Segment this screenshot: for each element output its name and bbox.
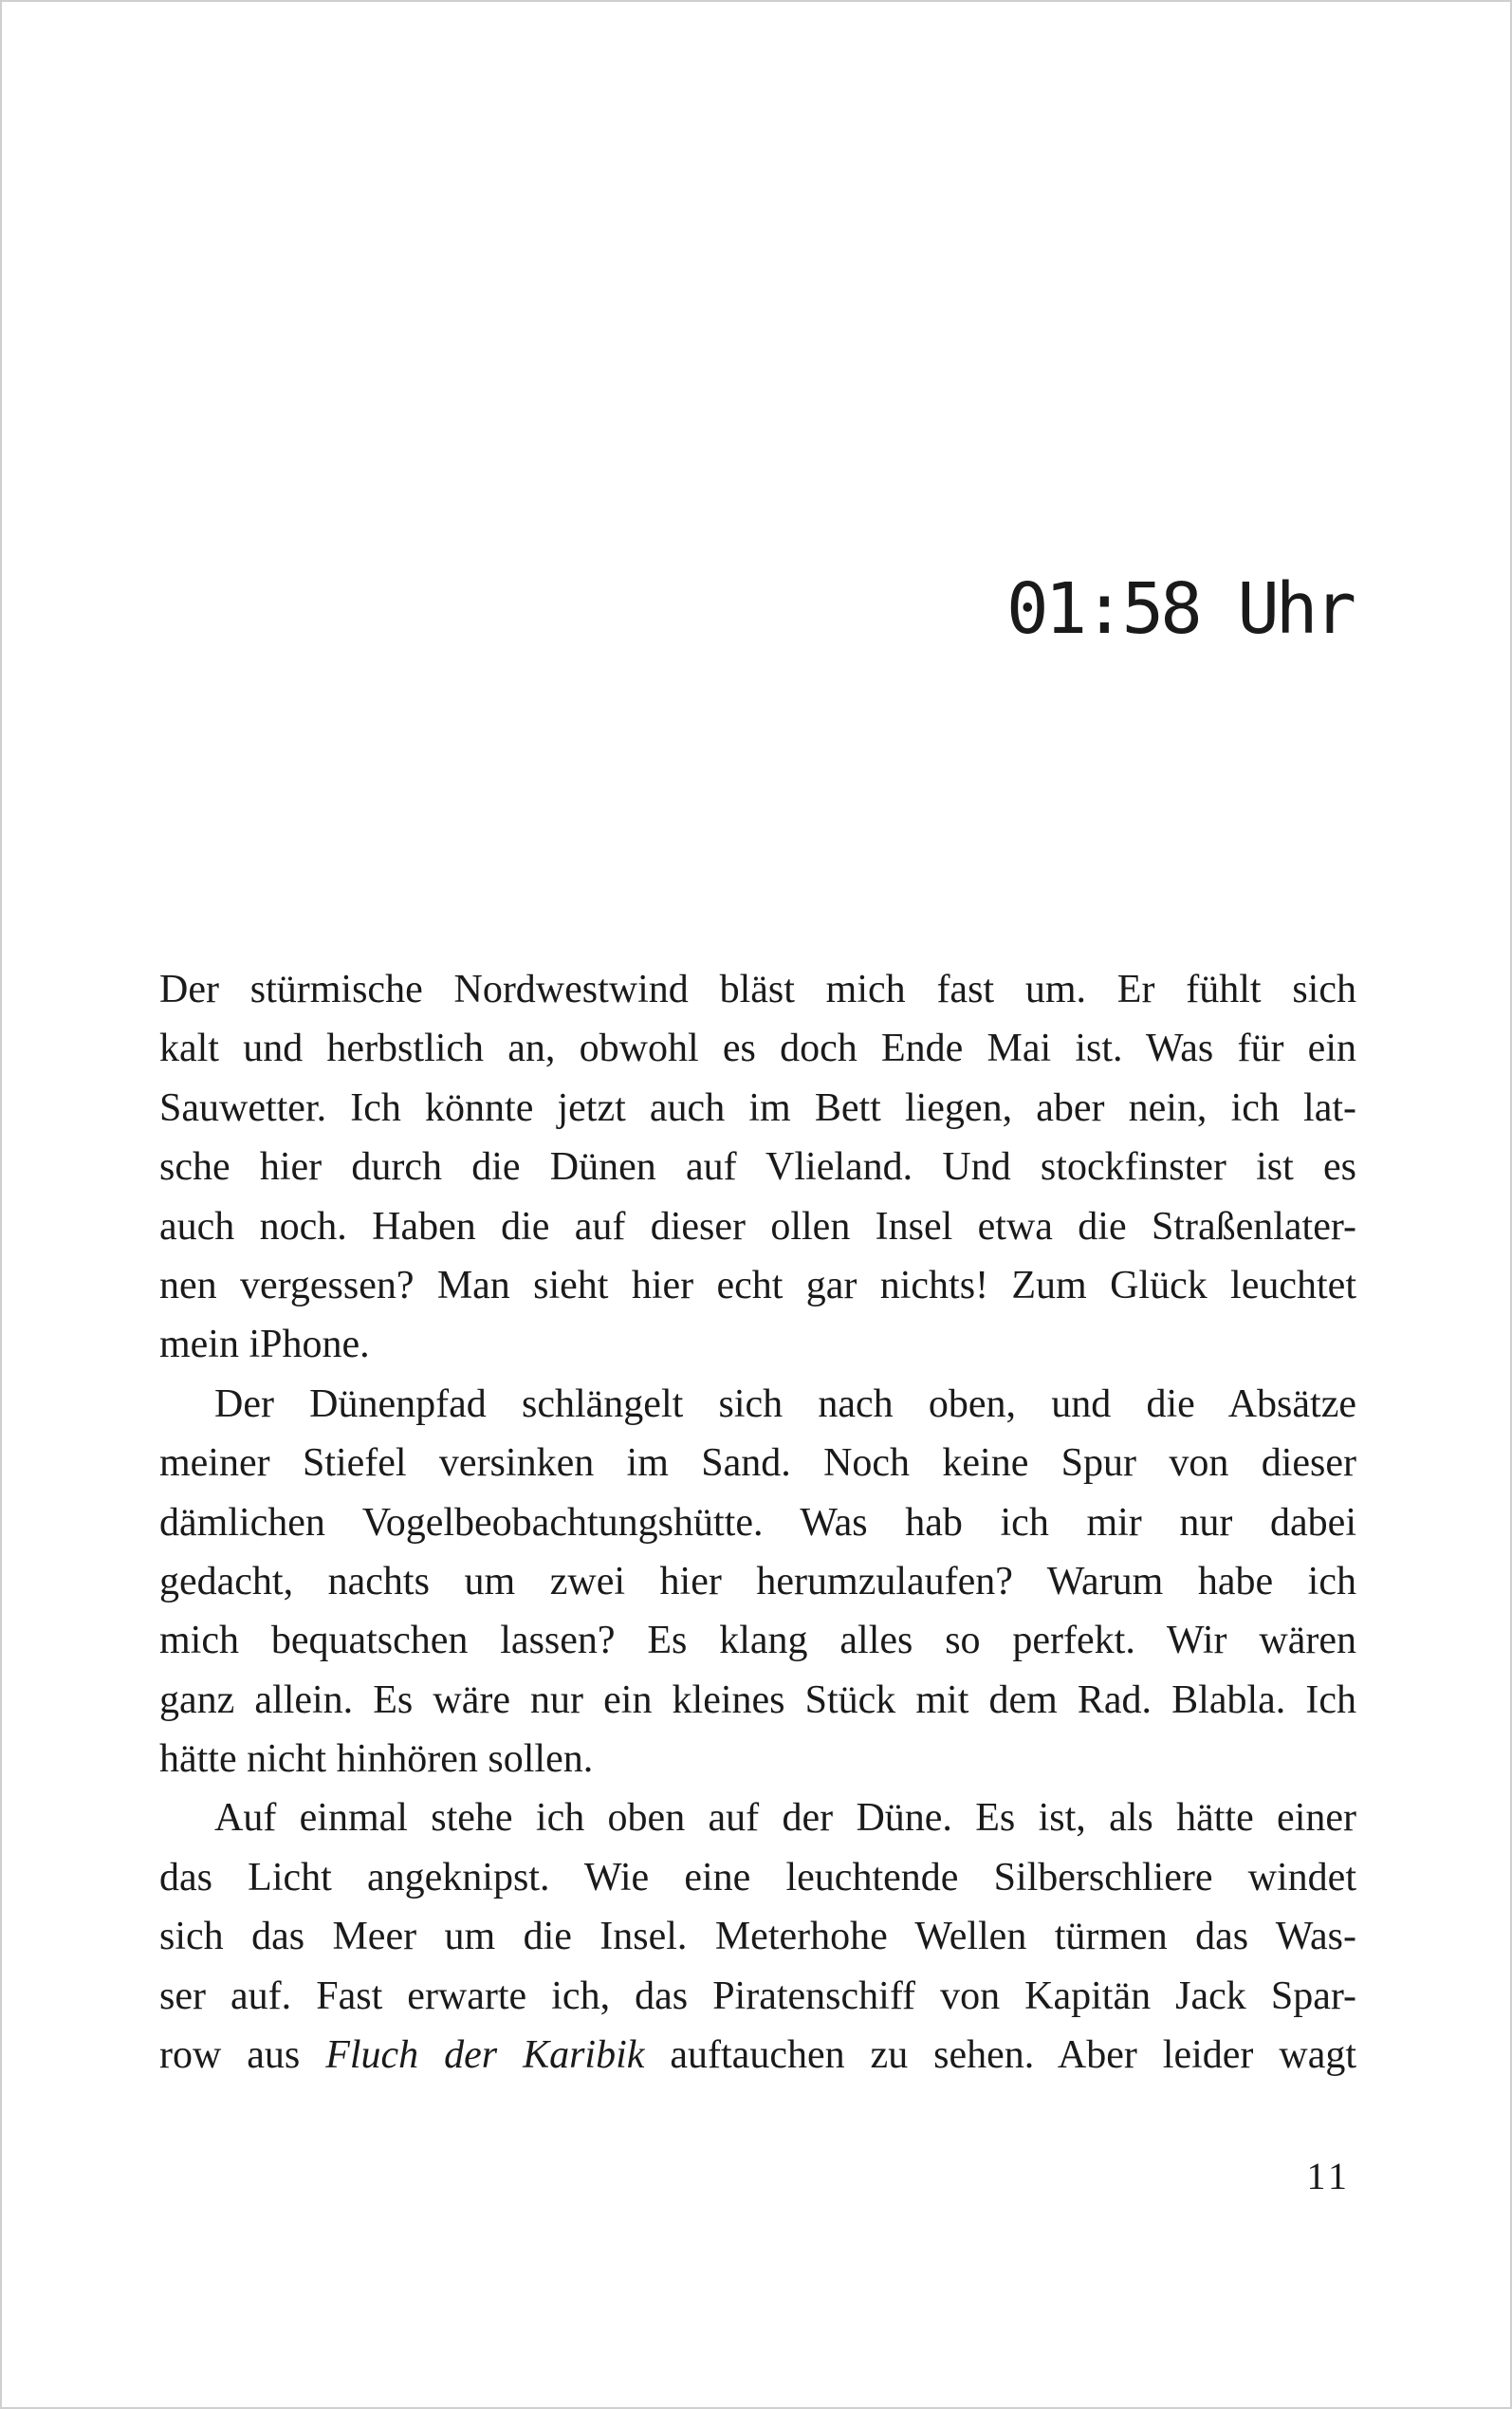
text-line: ganz allein. Es wäre nur ein kleines Stück mit dem Rad. Blabla. Ich [159,1677,1356,1722]
text-line: nen vergessen? Man sieht hier echt gar nichts! Zum Glück leuchtet [159,1263,1356,1307]
paragraph-2 [159,1375,1356,1789]
text-line: sche hier durch die Dünen auf Vlieland. Und stockfinster ist es [159,1145,1356,1190]
text-line: hätte nicht hinhören sollen. [159,1737,594,1782]
body-text [159,960,1356,2085]
page-number: 11 [1306,2155,1351,2197]
paragraph-1 [159,960,1356,1375]
text-line: ser auf. Fast erwarte ich, das Piratenschiff von Kapitän Jack Spar- [159,1974,1356,2018]
text-line: dämlichen Vogelbeobachtungshütte. Was hab ich mir nur dabei [159,1500,1356,1545]
text-line: kalt und herbstlich an, obwohl es doch Ende Mai ist. Was für ein [159,1027,1356,1071]
text-line: mich bequatschen lassen? Es klang alles so perfekt. Wir wären [159,1619,1356,1663]
text-line: Auf einmal stehe ich oben auf der Düne. Es ist, als hätte einer [214,1796,1356,1841]
text-line: Der Dünenpfad schlängelt sich nach oben, und die Absätze [214,1381,1356,1426]
text-line: sich das Meer um die Insel. Meterhohe Wellen türmen das Was- [159,1915,1356,1959]
text-line: das Licht angeknipst. Wie eine leuchtende Silberschliere windet [159,1855,1356,1899]
text-segment: auftauchen zu sehen. Aber leider wagt [670,2033,1357,2078]
chapter-title: 01:58 Uhr [1006,568,1353,650]
text-line: Sauwetter. Ich könnte jetzt auch im Bett liegen, aber nein, ich lat- [159,1085,1356,1130]
text-line: gedacht, nachts um zwei hier herumzulaufen? Warum habe ich [159,1559,1356,1603]
text-line: Der stürmische Nordwestwind bläst mich fast um. Er fühlt sich [159,968,1356,1011]
text-line: mein iPhone. [159,1323,370,1367]
text-line: auch noch. Haben die auf dieser ollen Insel etwa die Straßenlater- [159,1204,1356,1249]
paragraph-3 [159,1788,1356,2085]
book-title-italic: Fluch der Karibik [325,2033,645,2078]
text-line: meiner Stiefel versinken im Sand. Noch keine Spur von dieser [159,1441,1356,1486]
text-line-mixed [159,2026,1356,2085]
text-segment: row aus [159,2033,301,2078]
